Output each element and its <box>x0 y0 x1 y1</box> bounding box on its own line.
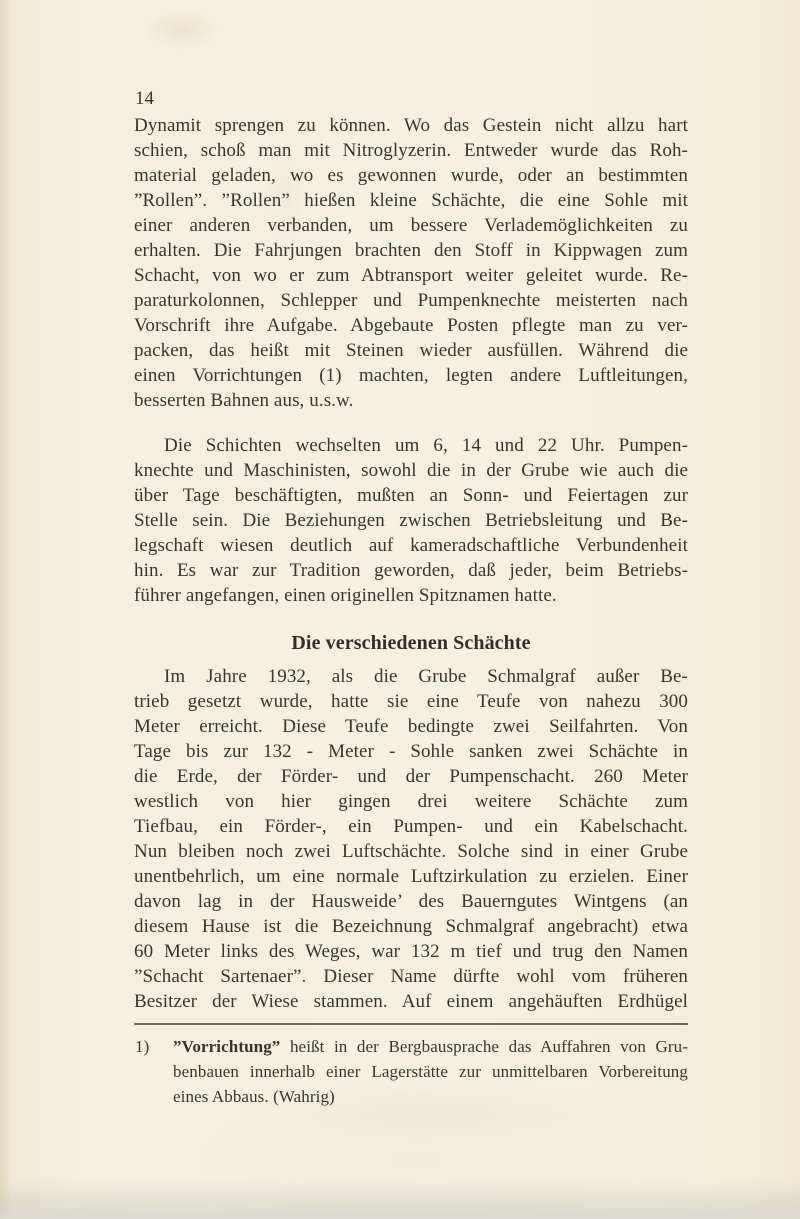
footnote-line-1 <box>173 1034 688 1059</box>
text-line: davon lag in der Hausweide’ des Bauerngutes Wintgens (an <box>134 891 688 912</box>
text-line: 60 Meter links des Weges, war 132 m tief und trug den Namen <box>134 941 688 962</box>
text-line: trieb gesetzt wurde, hatte sie eine Teufe von nahezu 300 <box>134 691 688 712</box>
text-line: unentbehrlich, um eine normale Luftzirkulation zu erzielen. Einer <box>134 866 688 887</box>
section-heading: Die verschiedenen Schächte <box>291 632 531 654</box>
text-line: Schacht, von wo er zum Abtransport weiter geleitet wurde. Re- <box>134 265 688 286</box>
text-line: besserten Bahnen aus, u.s.w. <box>134 390 354 411</box>
page-number: 14 <box>135 88 154 109</box>
text-line: schien, schoß man mit Nitroglyzerin. Entweder wurde das Roh- <box>134 140 688 161</box>
text-line: knechte und Maschinisten, sowohl die in der Grube wie auch die <box>134 460 688 481</box>
text-line: hin. Es war zur Tradition geworden, daß jeder, beim Betriebs- <box>134 560 688 581</box>
text-line: Meter erreicht. Diese Teufe bedingte zwei Seilfahrten. Von <box>134 716 688 737</box>
text-line: westlich von hier gingen drei weitere Schächte zum <box>134 791 688 812</box>
paragraph-3 <box>134 664 688 1014</box>
text-line: erhalten. Die Fahrjungen brachten den Stoff in Kippwagen zum <box>134 240 688 261</box>
text-line: Im Jahre 1932, als die Grube Schmalgraf außer Be- <box>164 666 688 687</box>
footnote <box>134 1034 688 1109</box>
text-line: ”Rollen”. ”Rollen” hießen kleine Schächte, die eine Sohle mit <box>134 190 688 211</box>
footnote-marker: 1) <box>135 1037 150 1056</box>
text-line: Tiefbau, ein Förder-, ein Pumpen- und ein Kabelschacht. <box>134 816 688 837</box>
text-line: die Erde, der Förder- und der Pumpenschacht. 260 Meter <box>134 766 688 787</box>
text-line: Nun bleiben noch zwei Luftschächte. Solche sind in einer Grube <box>134 841 688 862</box>
paragraph-1 <box>134 113 688 413</box>
text-line: Stelle sein. Die Beziehungen zwischen Betriebsleitung und Be- <box>134 510 688 531</box>
footnote-line-2: benbauen innerhalb einer Lagerstätte zur unmittelbaren Vorbereitung <box>173 1062 688 1081</box>
text-line: ”Schacht Sartenaer”. Dieser Name dürfte wohl vom früheren <box>134 966 688 987</box>
text-line: Vorschrift ihre Aufgabe. Abgebaute Posten pflegte man zu ver- <box>134 315 688 336</box>
text-line: paraturkolonnen, Schlepper und Pumpenknechte meisterten nach <box>134 290 688 311</box>
text-line: packen, das heißt mit Steinen wieder ausfüllen. Während die <box>134 340 688 361</box>
text-line: legschaft wiesen deutlich auf kameradschaftliche Verbundenheit <box>134 535 688 556</box>
text-line: führer angefangen, einen originellen Spitznamen hatte. <box>134 585 557 606</box>
text-line: einer anderen verbanden, um bessere Verlademöglichkeiten zu <box>134 215 688 236</box>
text-line: Tage bis zur 132 - Meter - Sohle sanken zwei Schächte in <box>134 741 688 762</box>
text-line: diesem Hause ist die Bezeichnung Schmalgraf angebracht) etwa <box>134 916 688 937</box>
footnote-separator-line <box>134 1023 688 1025</box>
text-line: Die Schichten wechselten um 6, 14 und 22 Uhr. Pumpen- <box>164 435 688 456</box>
footnote-line-3: eines Abbaus. (Wahrig) <box>173 1087 335 1106</box>
text-line: einen Vorrichtungen (1) machten, legten andere Luftleitungen, <box>134 365 688 386</box>
page-bottom-edge <box>0 1207 800 1219</box>
text-line: material geladen, wo es gewonnen wurde, oder an bestimmten <box>134 165 688 186</box>
text-line: Dynamit sprengen zu können. Wo das Gestein nicht allzu hart <box>134 115 688 136</box>
footnote-line-1-text: heißt in der Bergbausprache das Auffahren von Gru- <box>280 1037 688 1056</box>
text-line: über Tage beschäftigten, mußten an Sonn- und Feiertagen zur <box>134 485 688 506</box>
text-line: Besitzer der Wiese stammen. Auf einem angehäuften Erdhügel <box>134 991 688 1012</box>
text-column <box>134 113 688 1109</box>
footnote-term: ”Vorrichtung” <box>173 1037 281 1056</box>
paragraph-2 <box>134 433 688 608</box>
